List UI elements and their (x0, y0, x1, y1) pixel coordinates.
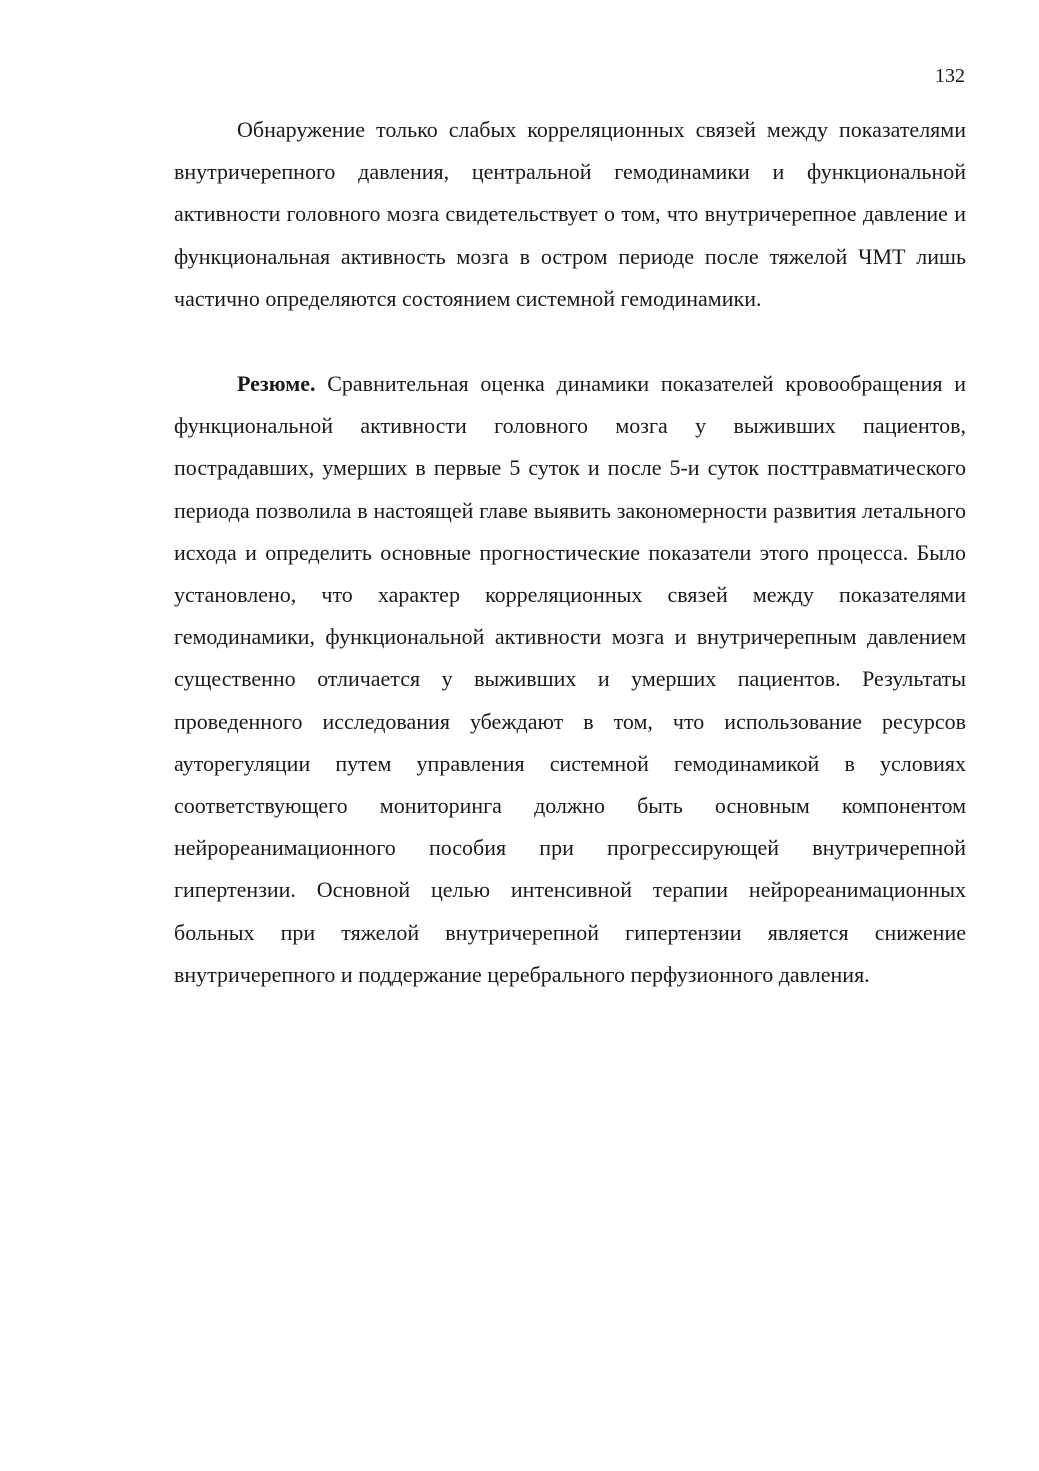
summary-heading: Резюме. (237, 371, 316, 397)
page-number: 132 (935, 65, 965, 87)
paragraph-summary (174, 363, 966, 996)
document-body (174, 109, 966, 996)
paragraph (174, 109, 966, 320)
paragraph-text: Сравнительная оценка динамики показателей кровообращения и функциональной активности головного мозга у выживших пациентов, пострадавших, умерших в первые 5 суток и после 5-и суток посттравматического периода позволила в настоящей главе выявить закономерности развития летального исхода и определить основные прогностические показатели этого процесса. Было установлено, что характер корреляционных связей между показателями гемодинамики, функциональной активности мозга и внутричерепным давлением существенно отличается у выживших и умерших пациентов. Результаты проведенного исследования убеждают в том, что использование ресурсов ауторегуляции путем управления системной гемодинамикой в условиях соответствующего мониторинга должно быть основным компонентом нейрореанимационного пособия при прогрессирующей внутричерепной гипертензии. Основной целью интенсивной терапии нейрореанимационных больных при тяжелой внутричерепной гипертензии является снижение внутричерепного и поддержание церебрального перфузионного давления. (174, 371, 966, 987)
paragraph-text: Обнаружение только слабых корреляционных связей между показателями внутричерепного давления, центральной гемодинамики и функциональной активности головного мозга свидетельствует о том, что внутричерепное давление и функциональная активность мозга в остром периоде после тяжелой ЧМТ лишь частично определяются состоянием системной гемодинамики. (174, 117, 966, 311)
